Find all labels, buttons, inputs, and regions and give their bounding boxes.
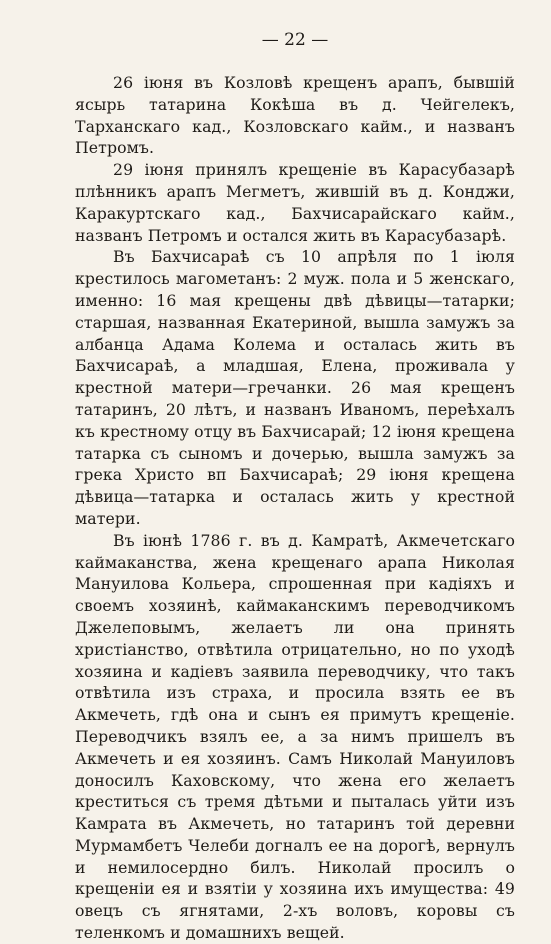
page-number: — 22 —: [261, 30, 329, 50]
paragraph: Въ Бахчисараѣ съ 10 апрѣля по 1 iюля крестилось магометанъ: 2 муж. пола и 5 женскаго, именно: 16 мая крещены двѣ дѣвицы—татарки; старшая, названная Екатериной, вышла замужъ за албанца Адама Колема и осталась жить въ Бахчисараѣ, а младшая, Елена, проживала у крестной матери—гречанки. 26 мая крещенъ татаринъ, 20 лѣтъ, и названъ Иваномъ, переѣхалъ къ крестному отцу въ Бахчисарай; 12 iюня крещена татарка съ сыномъ и дочерью, вышла замужъ за грека Христо вп Бахчисараѣ; 29 iюня крещена дѣвица—татарка и осталась жить у крестной матери.: [75, 247, 515, 528]
document-page: [75, 30, 515, 944]
paragraph: 29 iюня принялъ крещенiе въ Карасубазарѣ плѣнникъ арапъ Мегметъ, жившiй въ д. Конджи, Каракуртскаго кад., Бахчисарайскаго кайм., названъ Петромъ и остался жить въ Карасубазарѣ.: [75, 160, 515, 245]
paragraph: 26 iюня въ Козловѣ крещенъ арапъ, бывшiй ясырь татарина Кокѣша въ д. Чейгелекъ, Тарханскаго кад., Козловскаго кайм., и названъ Петромъ.: [75, 73, 515, 158]
paragraph: Въ iюнѣ 1786 г. въ д. Камратѣ, Акмечетскаго каймаканства, жена крещенаго арапа Николая Мануилова Кольера, спрошенная при кадiяхъ и своемъ хозяинѣ, каймаканскимъ переводчикомъ Джелеповымъ, желаетъ ли она принять христiанство, отвѣтила отрицательно, но по уходѣ хозяина и кадiевъ заявила переводчику, что такъ отвѣтила изъ страха, и просила взять ее въ Акмечеть, гдѣ она и сынъ ея примутъ крещенiе. Переводчикъ взялъ ее, а за нимъ пришелъ въ Акмечеть и ея хозяинъ. Самъ Николай Мануиловъ доносилъ Каховскому, что жена его желаетъ креститься съ тремя дѣтьми и пыталась уйти изъ Камрата въ Акмечеть, но татаринъ той деревни Мурмамбетъ Челеби догналъ ее на дорогѣ, вернулъ и немилосердно билъ. Николай просилъ о крещенiи ея и взятiи у хозяина ихъ имущества: 49 овецъ съ ягнятами, 2-хъ воловъ, коровы съ теленкомъ и домашнихъ вещей.: [75, 530, 515, 943]
